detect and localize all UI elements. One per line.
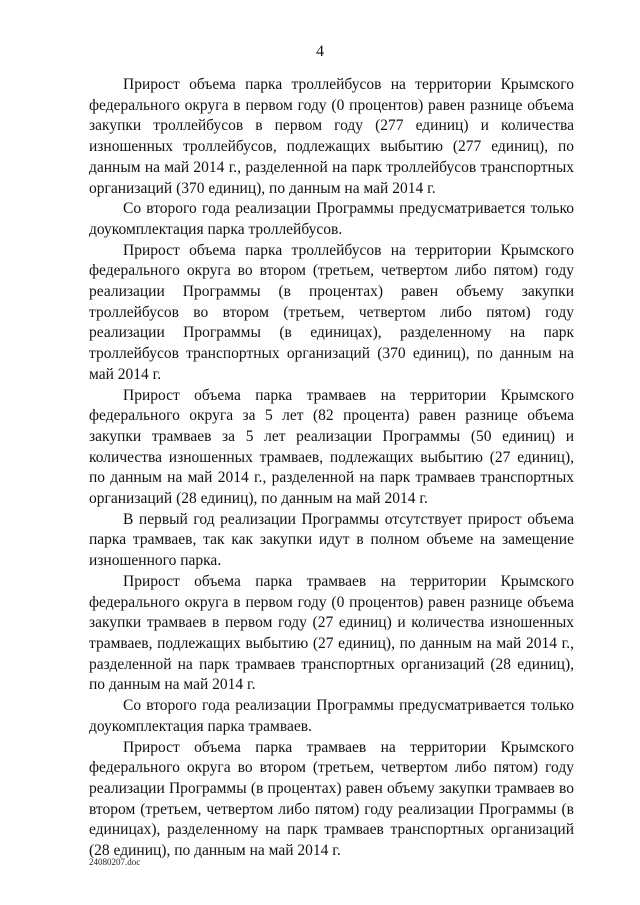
paragraph-tram-first-year-absence: В первый год реализации Программы отсутствует прирост объема парка трамваев, так как закупки идут в полном объеме на замещение изношенного парка. <box>89 510 574 570</box>
paragraph-trolleybus-second-year: Со второго года реализации Программы предусматривается только доукомплектация парка троллейбусов. <box>89 200 574 238</box>
page-number: 4 <box>316 43 324 60</box>
paragraph-tram-later-years: Прирост объема парка трамваев на территории Крымского федерального округа во втором (третьем, четвертом либо пятом) году реализации Программы (в процентах) равен объему закупки трамваев во втором (третьем, четвертом либо пятом) году реализации Программы (в единицах), разделенному на парк трамваев транспортных организаций (28 единиц), по данным на май 2014 г. <box>89 738 574 860</box>
document-file-id: 24080207.doc <box>89 857 141 867</box>
paragraph-trolleybus-first-year: Прирост объема парка троллейбусов на территории Крымского федерального округа в первом году (0 процентов) равен разнице объема закупки троллейбусов в первом году (277 единиц) и количества изношенных троллейбусов, подлежащих выбытию (277 единиц), по данным на май 2014 г., разделенной на парк троллейбусов транспортных организаций (370 единиц), по данным на май 2014 г. <box>89 76 574 197</box>
paragraph-tram-first-year: Прирост объема парка трамваев на территории Крымского федерального округа в первом году (0 процентов) равен разнице объема закупки трамваев в первом году (27 единиц) и количества изношенных трамваев, подлежащих выбытию (27 единиц), по данным на май 2014 г., разделенной на парк трамваев транспортных организаций (28 единиц), по данным на май 2014 г. <box>89 572 574 694</box>
paragraph-trolleybus-later-years: Прирост объема парка троллейбусов на территории Крымского федерального округа во втором (третьем, четвертом либо пятом) году реализации Программы (в процентах) равен объему закупки троллейбусов во втором (третьем, четвертом либо пятом) году реализации Программы (в единицах), разделенному на парк троллейбусов транспортных организаций (370 единиц), по данным на май 2014 г. <box>89 241 574 383</box>
document-body <box>89 75 574 862</box>
paragraph-tram-five-years: Прирост объема парка трамваев на территории Крымского федерального округа за 5 лет (82 процента) равен разнице объема закупки трамваев за 5 лет реализации Программы (50 единиц) и количества изношенных трамваев, подлежащих выбытию (27 единиц), по данным на май 2014 г., разделенной на парк трамваев транспортных организаций (28 единиц), по данным на май 2014 г. <box>89 386 574 508</box>
paragraph-tram-second-year: Со второго года реализации Программы предусматривается только доукомплектация парка трамваев. <box>89 697 574 735</box>
